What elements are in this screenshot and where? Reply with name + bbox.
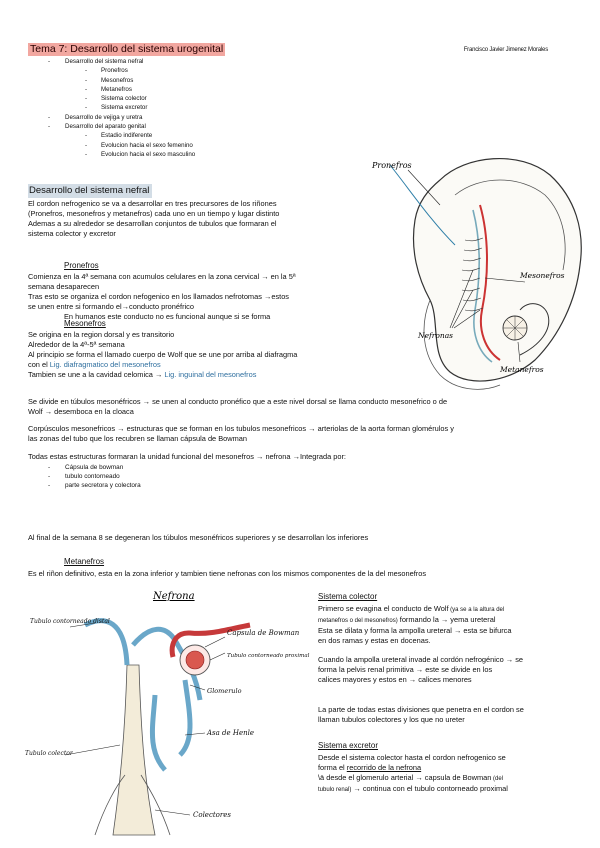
list-item-text: parte secretora y colectora	[65, 482, 141, 489]
text-line: sistema colector y excretor	[28, 229, 116, 238]
list-item: - tubulo contorneado	[48, 473, 120, 480]
toc-item-text: Evolucion hacia el sexo masculino	[101, 150, 196, 158]
toc-dash: -	[85, 104, 88, 112]
text-line	[318, 763, 593, 773]
toc-item-text: Evolucion hacia el sexo femenino	[101, 141, 193, 149]
nefrona-parts-list	[28, 463, 328, 490]
nefrona-illustration	[25, 585, 310, 840]
label-asa-henle: Asa de Henle	[207, 729, 255, 737]
text-line: En humanos este conducto no es funcional aunque si se forma	[64, 312, 271, 321]
nefral-intro	[28, 199, 368, 239]
text-line: El cordon nefrogenico se va a desarrollar en tres precursores de los riñones	[28, 199, 277, 208]
metanefros-text: Es el riñon definitivo, esta en la zona inferior y tambien tiene nefronas con los mismos componentes de la del mesonefros	[28, 569, 427, 578]
toc-item-text: Desarrollo del aparato genital	[65, 123, 146, 131]
mesonefros-p4: Todas estas estructuras formaran la unidad funcional del mesonefros → nefrona →Integrada por:	[28, 452, 346, 461]
colector-p2	[318, 655, 593, 685]
toc-dash: -	[85, 76, 88, 84]
text-line: Wolf → desemboca en la cloaca	[28, 407, 134, 416]
toc-item	[28, 131, 328, 140]
toc-item	[28, 141, 328, 150]
label-tubulo-distal: Tubulo contorneado distal	[30, 618, 110, 625]
text-span: formando la → yema ureteral	[397, 615, 496, 624]
toc-item-text: Desarrollo del sistema nefral	[65, 58, 144, 65]
toc-dash: -	[85, 95, 88, 103]
text-line: Al principio se forma el llamado cuerpo de Wolf que se une por arriba al diafragma	[28, 350, 298, 359]
toc-item	[28, 94, 328, 103]
pronefros-heading: Pronefros	[64, 261, 99, 270]
text-line: semana desaparecen	[28, 282, 100, 291]
lig-inguinal: Lig. inguinal del mesonefros	[164, 370, 257, 379]
list-item: - Cápsula de bowman	[48, 464, 124, 471]
toc-dash: -	[85, 132, 88, 140]
label-tubulo-colector: Tubulo colector	[25, 750, 73, 757]
toc-item-text: Pronefros	[101, 67, 128, 75]
text-line: en dos ramas y estas en docenas.	[318, 636, 431, 645]
text-line: Se divide en túbulos mesonéfricos → se unen al conducto pronéfico que a este nivel dorsal se llama conducto mesonefrico o de	[28, 397, 448, 406]
text-line: se unen entre si formando el→conducto pronéfrico	[28, 302, 194, 311]
label-tubulo-proximal: Tubulo contorneado proximal	[227, 653, 310, 659]
label-capsula-bowman: Capsula de Bowman	[227, 629, 300, 637]
text-line: Tras esto se organiza el cordon nefogenico en los llamados nefrotomas →estos	[28, 292, 290, 301]
text-line: Comienza en la 4ª semana con acumulos celulares en la zona cervical → en la 5ª	[28, 272, 296, 281]
excretor-text	[318, 753, 593, 795]
mesonefros-p2	[28, 397, 588, 417]
text-span: → continua con el tubulo contorneado proximal	[351, 784, 508, 793]
toc-item	[28, 113, 328, 122]
table-of-contents	[28, 57, 328, 159]
colector-heading: Sistema colector	[318, 592, 378, 601]
text-line: Corpúsculos mesonefricos → estructuras que se forman en los tubulos mesonefricos → arteriolas de la aorta forman glomérulos y	[28, 424, 454, 433]
toc-item	[28, 85, 328, 94]
toc-item-text: Mesonefros	[101, 76, 134, 84]
text-line: las zonas del tubo que los recubren se llaman cápsula de Bowman	[28, 434, 247, 443]
text-line: Alrededor de la 4ª-5ª semana	[28, 340, 125, 349]
toc-dash: -	[48, 113, 51, 121]
toc-item-text: Desarrollo de vejiga y uretra	[65, 113, 143, 121]
text-line	[318, 604, 588, 615]
text-line: Se origina en la region dorsal y es transitorio	[28, 330, 175, 339]
toc-dash: -	[85, 67, 88, 75]
toc-item-text: Estadio indiferente	[101, 132, 153, 140]
excretor-heading: Sistema excretor	[318, 741, 379, 750]
page-title: Tema 7: Desarrollo del sistema urogenital	[30, 43, 224, 55]
lig-diafragmatico: Lig. diafragmatico del mesonefros	[49, 360, 161, 369]
text-line: calices mayores y estos en → calices menores	[318, 675, 472, 684]
list-item: - parte secretora y colectora	[48, 482, 141, 489]
text-line: (Pronefros, mesonefros y metanefros) cada uno en un tiempo y lugar distinto	[28, 209, 280, 218]
text-line: forma la pelvis renal primitiva → este se divide en los	[318, 665, 493, 674]
toc-item	[28, 122, 328, 131]
toc-item	[28, 57, 328, 66]
author-name: Francisco Javier Jimenez Morales	[463, 47, 548, 53]
toc-item	[28, 150, 328, 159]
label-glomerulo: Glomerulo	[207, 687, 242, 695]
text-line	[28, 360, 368, 370]
recorrido-nefrona: recorrido de la nefrona	[346, 763, 422, 772]
text-span: tubulo renal)	[318, 787, 352, 793]
mesonefros-heading: Mesonefros	[64, 319, 106, 328]
label-pronefros: Pronefros	[372, 161, 412, 170]
text-line	[28, 370, 368, 380]
text-span: (ya se a la altura del	[448, 607, 505, 613]
text-line	[318, 784, 593, 795]
nefrona-title: Nefrona	[153, 591, 195, 602]
mesonefros-text	[28, 330, 368, 380]
toc-dash: -	[48, 58, 51, 65]
mesonefros-p3	[28, 424, 593, 444]
label-colectores: Colectores	[193, 811, 231, 819]
toc-dash: -	[85, 150, 88, 158]
pronefros-text	[28, 272, 368, 322]
toc-item	[28, 66, 328, 75]
embryo-illustration	[370, 150, 595, 395]
text-line: La parte de todas estas divisiones que penetra en el cordon se	[318, 705, 524, 714]
list-item-text: Cápsula de bowman	[65, 464, 124, 471]
text-line	[318, 773, 593, 784]
list-item-text: tubulo contorneado	[65, 473, 120, 480]
toc-item-text: Metanefros	[101, 85, 132, 93]
toc-dash: -	[85, 141, 88, 149]
text-line: Esta se dilata y forma la ampolla ureteral → esta se bifurca	[318, 626, 512, 635]
mesonefros-p5: Al final de la semana 8 se degeneran los túbulos mesonéfricos superiores y se desarrollan los inferiores	[28, 533, 369, 542]
text-span: \ä desde el glomerulo arterial → capsula de Bowman	[318, 773, 492, 782]
colector-text	[318, 604, 588, 646]
text-span: forma el	[318, 763, 347, 772]
colector-p3	[318, 705, 593, 725]
toc-item-text: Sistema colector	[101, 95, 147, 103]
toc-dash: -	[85, 85, 88, 93]
label-metanefros: Metanefros	[500, 365, 544, 374]
text-line: llaman tubulos colectores y los que no ureter	[318, 715, 465, 724]
text-span: (del	[491, 776, 504, 782]
toc-item-text: Sistema excretor	[101, 104, 148, 112]
label-mesonefros: Mesonefros	[520, 271, 565, 280]
toc-dash: -	[48, 123, 51, 131]
text-span: Tambien se une a la cavidad celomica →	[28, 370, 165, 379]
text-span: Primero se evagina el conducto de Wolf	[318, 604, 449, 613]
section-heading-nefral: Desarrollo del sistema nefral	[28, 184, 152, 198]
toc-item	[28, 103, 328, 112]
text-line: Ademas a su alrededor se desarrollan conjuntos de tubulos que formaran el	[28, 219, 277, 228]
text-span: metanefros o del mesonefros)	[318, 618, 398, 624]
label-nefronas: Nefronas	[418, 331, 454, 340]
text-line: Desde el sistema colector hasta el cordon nefrogenico se	[318, 753, 506, 762]
text-line	[318, 615, 588, 626]
text-span: con el	[28, 360, 50, 369]
text-line: Cuando la ampolla ureteral invade al cordón nefrogénico → se	[318, 655, 524, 664]
metanefros-heading: Metanefros	[64, 557, 105, 566]
toc-item	[28, 76, 328, 85]
